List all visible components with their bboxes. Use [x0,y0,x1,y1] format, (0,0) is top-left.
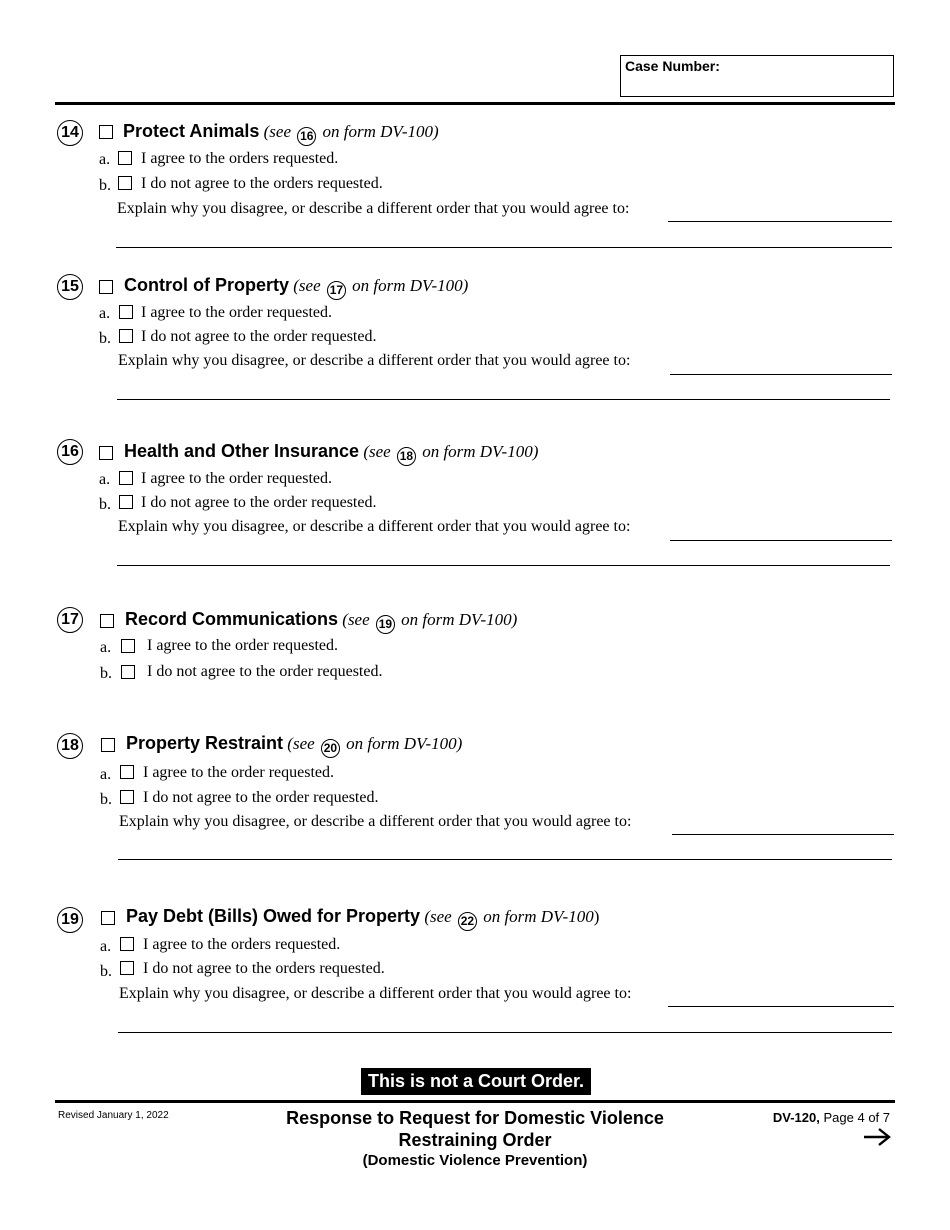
next-page-arrow-icon [862,1126,892,1153]
section-18-checkbox[interactable] [101,738,115,752]
section-15-explain-label: Explain why you disagree, or describe a different order that you would agree to: [118,352,631,369]
section-18-explain-field[interactable] [672,834,894,835]
section-15-checkbox[interactable] [99,280,113,294]
section-14-option-a-label: I agree to the orders requested. [141,150,339,167]
form-id: DV-120, [772,1110,820,1125]
item-number-19: 19 [57,907,83,933]
section-16-checkbox[interactable] [99,446,113,460]
ref-circle: 19 [376,615,395,634]
section-19-checkbox[interactable] [101,911,115,925]
section-16-explain-field[interactable] [670,540,892,541]
ref-circle: 20 [321,739,340,758]
section-19-explain-field[interactable] [668,1006,894,1007]
option-letter-b: b. [100,791,112,808]
section-15-option-a-checkbox[interactable] [119,305,133,319]
item-number-14: 14 [57,120,83,146]
section-17-title: Record Communications (see 19 on form DV-100) [125,609,517,634]
item-number-17: 17 [57,607,83,633]
option-letter-b: b. [100,963,112,980]
section-16-option-b-checkbox[interactable] [119,495,133,509]
footer-rule [55,1100,895,1103]
section-18-title: Property Restraint (see 20 on form DV-100) [126,733,462,758]
revised-date: Revised January 1, 2022 [58,1110,169,1121]
section-19-title: Pay Debt (Bills) Owed for Property (see 22 on form DV-100) [126,906,599,931]
section-14-checkbox[interactable] [99,125,113,139]
section-14-explain-field-2[interactable] [116,247,892,248]
section-19-option-a-checkbox[interactable] [120,937,134,951]
option-letter-b: b. [100,665,112,682]
option-letter-b: b. [99,330,111,347]
section-17-option-a-checkbox[interactable] [121,639,135,653]
ref-circle: 22 [458,912,477,931]
form-title [230,1107,720,1151]
form-title-line-2: Restraining Order [398,1130,552,1150]
section-14-explain-field[interactable] [668,221,892,222]
section-16-title: Health and Other Insurance (see 18 on form DV-100) [124,441,538,466]
section-17-checkbox[interactable] [100,614,114,628]
section-16-option-b-label: I do not agree to the order requested. [141,494,377,511]
section-15-explain-field-2[interactable] [117,399,890,400]
section-14-title: Protect Animals (see 16 on form DV-100) [123,121,439,146]
option-letter-a: a. [99,305,111,322]
section-16-option-a-label: I agree to the order requested. [141,470,333,487]
section-15-explain-field[interactable] [670,374,892,375]
section-19-option-b-checkbox[interactable] [120,961,134,975]
section-18-option-b-label: I do not agree to the order requested. [143,789,379,806]
form-subtitle: (Domestic Violence Prevention) [362,1152,588,1169]
section-14-option-b-checkbox[interactable] [118,176,132,190]
option-letter-a: a. [100,938,112,955]
section-15-option-b-checkbox[interactable] [119,329,133,343]
item-number-18: 18 [57,733,83,759]
section-18-option-a-checkbox[interactable] [120,765,134,779]
section-19-option-a-label: I agree to the orders requested. [143,936,341,953]
section-18-explain-label: Explain why you disagree, or describe a different order that you would agree to: [119,813,632,830]
option-letter-a: a. [100,639,112,656]
option-letter-a: a. [100,766,112,783]
section-16-option-a-checkbox[interactable] [119,471,133,485]
not-court-order-banner: This is not a Court Order. [361,1068,591,1095]
section-16-explain-label: Explain why you disagree, or describe a different order that you would agree to: [118,518,631,535]
option-letter-a: a. [99,471,111,488]
section-14-option-b-label: I do not agree to the orders requested. [141,175,383,192]
section-17-option-a-label: I agree to the order requested. [147,637,339,654]
header-rule [55,102,895,105]
item-number-16: 16 [57,439,83,465]
section-15-option-b-label: I do not agree to the order requested. [141,328,377,345]
section-16-explain-field-2[interactable] [117,565,890,566]
ref-circle: 17 [327,281,346,300]
item-number-15: 15 [57,274,83,300]
section-17-option-b-checkbox[interactable] [121,665,135,679]
case-number-field[interactable] [620,55,894,97]
section-18-option-a-label: I agree to the order requested. [143,764,335,781]
case-number-label: Case Number: [625,58,720,74]
form-title-line-1: Response to Request for Domestic Violence [286,1108,664,1128]
page-indicator [740,1110,890,1125]
section-14-explain-label: Explain why you disagree, or describe a different order that you would agree to: [117,200,630,217]
option-letter-b: b. [99,177,111,194]
section-18-option-b-checkbox[interactable] [120,790,134,804]
section-18-explain-field-2[interactable] [118,859,892,860]
section-19-option-b-label: I do not agree to the orders requested. [143,960,385,977]
section-19-explain-field-2[interactable] [118,1032,892,1033]
option-letter-a: a. [99,151,111,168]
section-19-explain-label: Explain why you disagree, or describe a different order that you would agree to: [119,985,632,1002]
ref-circle: 16 [297,127,316,146]
section-15-title: Control of Property (see 17 on form DV-100) [124,275,468,300]
section-14-option-a-checkbox[interactable] [118,151,132,165]
section-15-option-a-label: I agree to the order requested. [141,304,333,321]
option-letter-b: b. [99,496,111,513]
page-number: Page 4 of 7 [823,1110,890,1125]
section-17-option-b-label: I do not agree to the order requested. [147,663,383,680]
ref-circle: 18 [397,447,416,466]
